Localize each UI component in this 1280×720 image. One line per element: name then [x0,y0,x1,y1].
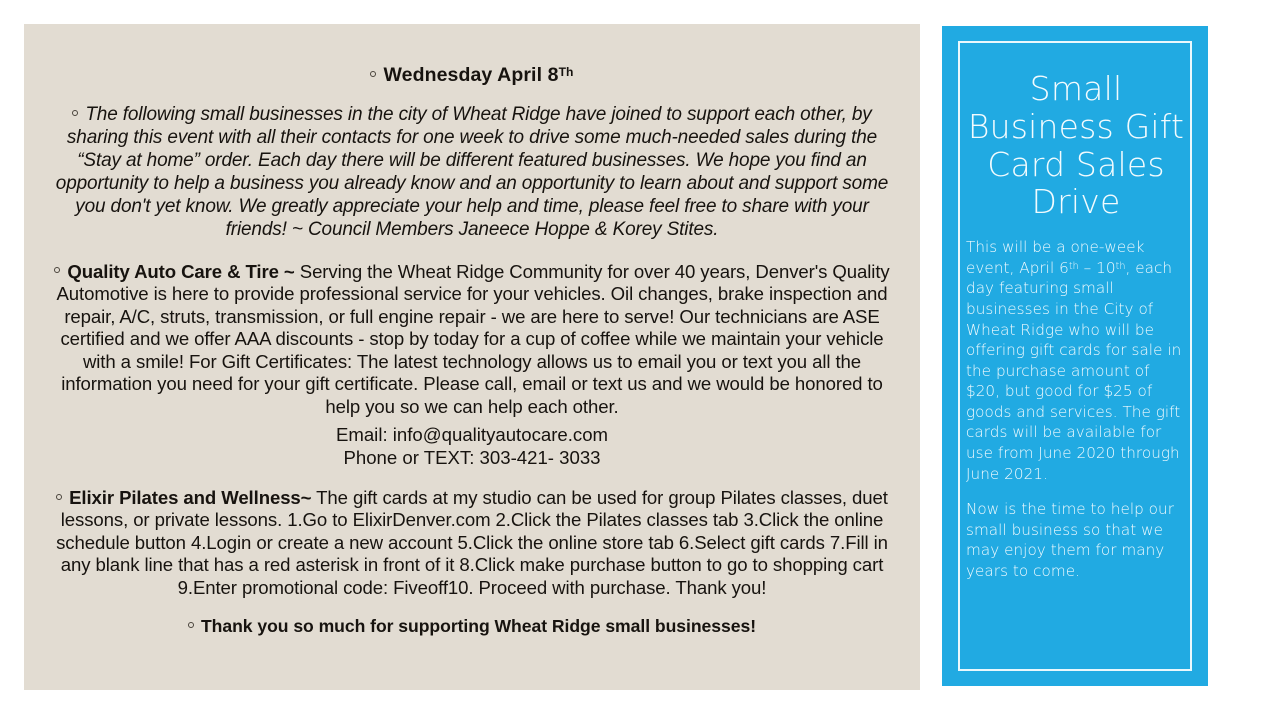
closing-thank-you-line [46,616,898,636]
sidebar-content [966,52,1186,666]
content-panel [24,24,920,690]
intro-paragraph [46,104,898,241]
bullet-circle-icon [188,622,194,628]
business-elixir-pilates-description: The gift cards at my studio can be used for group Pilates classes, duet lessons, or private lessons. 1.Go to ElixirDenver.com 2.Click the Pilates classes tab 3.Click the online schedule button 4.Login or create a new account 5.Click the online store tab 6.Select gift cards 7.Fill in any blank line that has a red asterisk in front of it 8.Click make purchase button to go to shopping cart 9.Enter promotional code: Fiveoff10. Proceed with purchase. Thank you! [56,486,888,599]
sidebar-paragraph-1 [966,237,1186,484]
business-quality-auto-email: Email: info@qualityautocare.com [335,423,609,445]
business-elixir-pilates-name: Elixir Pilates and Wellness~ [69,486,312,508]
bullet-circle-icon [370,71,376,77]
bullet-circle-icon [72,110,78,116]
sidebar-paragraph-1-sup2: th [1115,260,1126,272]
sidebar-paragraph-1-sup1: th [1068,260,1079,272]
date-heading-text: Wednesday April 8 [383,64,559,86]
business-quality-auto-paragraph [46,261,898,419]
sidebar-paragraph-1-seg3: , each day featuring small businesses in the City of Wheat Ridge who will be offering gift cards for sale in the purchase amount of $20, but good for $25 of goods and services. The gift cards will be available for use from June 2020 through June 2021. [966,258,1182,483]
sidebar-paragraph-1-seg1: This will be a one-week event, April 6 [966,238,1145,277]
sidebar-paragraph-1-seg2: – 10 [1078,258,1116,277]
closing-thank-you-text: Thank you so much for supporting Wheat Ridge small businesses! [200,615,757,636]
business-quality-auto-description: Serving the Wheat Ridge Community for over 40 years, Denver's Quality Automotive is here to provide professional service for your vehicles. Oil changes, brake inspection and repair, A/C, struts, transmission, or full engine repair - we are here to serve! Our technicians are ASE certified and we offer AAA discounts - stop by today for a cup of coffee while we maintain your vehicle with a smile! For Gift Certificates: The latest technology allows us to email you or text you all the information you need for your gift certificate. Please call, email or text us and we would be honored to help you so we can help each other. [56,260,890,418]
business-quality-auto-contact [46,423,898,469]
sidebar-panel [942,26,1208,686]
business-quality-auto-name: Quality Auto Care & Tire ~ [67,260,295,282]
sidebar-paragraph-2: Now is the time to help our small business so that we may enjoy them for many years to come. [966,500,1174,581]
bullet-circle-icon [56,494,62,500]
bullet-circle-icon [54,267,60,273]
sidebar-title: Small Business Gift Card Sales Drive [967,69,1185,222]
business-elixir-pilates-paragraph [46,487,898,600]
business-quality-auto-phone: Phone or TEXT: 303-421- 3033 [343,446,601,468]
date-heading-superscript: Th [558,64,574,79]
date-heading [46,64,898,86]
intro-paragraph-text: The following small businesses in the city of Wheat Ridge have joined to support each other, by sharing this event with all their contacts for one week to drive some much-needed sales during the “Stay at home” order. Each day there will be different featured businesses. We hope you find an opportunity to help a business you already know and an opportunity to learn about and support some you don't yet know. We greatly appreciate your help and time, please feel free to share with your friends! ~ Council Members Janeece Hoppe & Korey Stites. [55,104,889,240]
